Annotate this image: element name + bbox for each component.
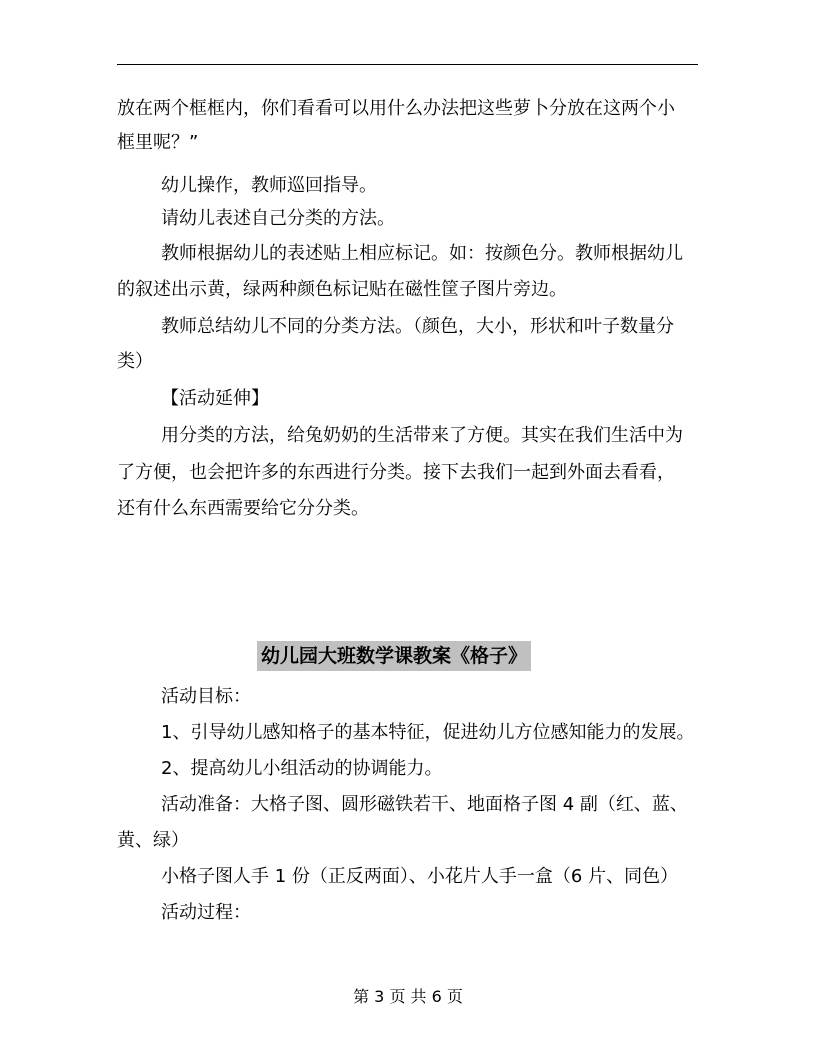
- paragraph-line: 活动过程：: [161, 902, 251, 923]
- paragraph-line: 黄、绿）: [117, 830, 189, 851]
- page-footer: 第 3 页 共 6 页: [353, 987, 463, 1006]
- paragraph-line: 放在两个框框内，你们看看可以用什么办法把这些萝卜分放在这两个小: [117, 98, 675, 119]
- paragraph-line: 用分类的方法，给兔奶奶的生活带来了方便。其实在我们生活中为: [161, 425, 683, 446]
- paragraph-line: 幼儿操作，教师巡回指导。: [161, 175, 377, 196]
- paragraph-line: 教师根据幼儿的表述贴上相应标记。如：按颜色分。教师根据幼儿: [161, 243, 683, 264]
- paragraph-line: 框里呢？”: [117, 132, 199, 153]
- paragraph-line: 活动准备：大格子图、圆形磁铁若干、地面格子图 4 副（红、蓝、: [161, 794, 688, 815]
- lesson-title: 幼儿园大班数学课教案《格子》: [257, 641, 531, 671]
- paragraph-line: 1、引导幼儿感知格子的基本特征，促进幼儿方位感知能力的发展。: [161, 722, 695, 743]
- paragraph-line: 了方便，也会把许多的东西进行分类。接下去我们一起到外面去看看，: [117, 462, 675, 483]
- paragraph-line: 教师总结幼儿不同的分类方法。（颜色，大小，形状和叶子数量分: [161, 316, 674, 337]
- section-heading: 【活动延伸】: [161, 388, 269, 409]
- paragraph-line: 活动目标：: [161, 686, 251, 707]
- paragraph-line: 2、提高幼儿小组活动的协调能力。: [161, 758, 443, 779]
- paragraph-line: 类）: [117, 351, 153, 372]
- paragraph-line: 还有什么东西需要给它分分类。: [117, 498, 369, 519]
- paragraph-line: 小格子图人手 1 份（正反两面）、小花片人手一盒（6 片、同色）: [161, 866, 679, 887]
- paragraph-line: 请幼儿表述自己分类的方法。: [161, 208, 395, 229]
- header-rule: [117, 64, 698, 65]
- paragraph-line: 的叙述出示黄，绿两种颜色标记贴在磁性筐子图片旁边。: [117, 279, 567, 300]
